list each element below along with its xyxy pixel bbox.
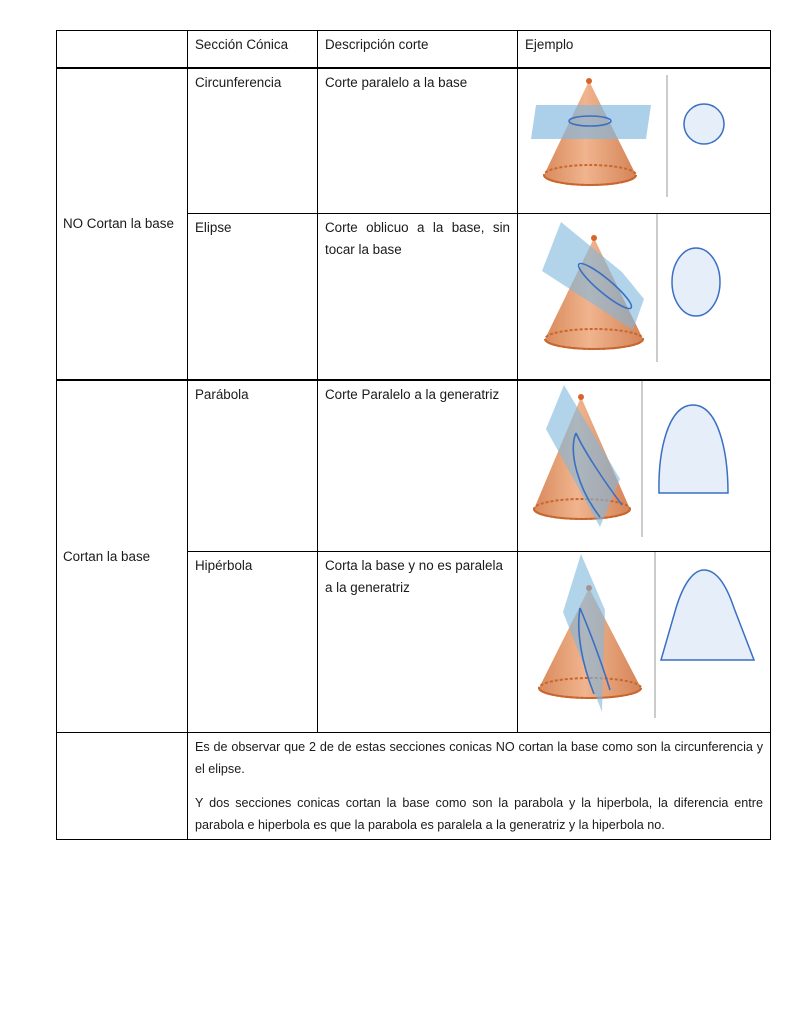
example-cell [518, 68, 771, 214]
header-example: Ejemplo [518, 31, 771, 69]
hyperbola-shape [661, 570, 754, 660]
section-name: Parábola [188, 380, 318, 552]
cone-apex [578, 394, 584, 400]
header-description: Descripción corte [318, 31, 518, 69]
note-paragraph: Y dos secciones conicas cortan la base como son la parabola y la hiperbola, la diferencia entre parabola e hiperbola es que la parabola es paralela a la generatriz y la hiperbola no. [195, 796, 763, 832]
group-label-no-cortan: NO Cortan la base [57, 68, 188, 380]
table-row [57, 68, 771, 214]
note-paragraph: Es de observar que 2 de de estas secciones conicas NO cortan la base como son la circunferencia y el elipse. [195, 740, 763, 776]
section-description: Corte Paralelo a la generatriz [318, 380, 518, 552]
notes-cell [188, 733, 771, 840]
cone-circle-section-illustration [518, 69, 770, 213]
section-description: Corta la base y no es paralela a la generatriz [318, 552, 518, 733]
cone-ellipse-section-illustration [518, 214, 770, 379]
group-label-cortan: Cortan la base [57, 380, 188, 733]
example-cell [518, 552, 771, 733]
notes-empty-cell [57, 733, 188, 840]
cone-parabola-section-illustration [518, 381, 770, 551]
section-description: Corte oblicuo a la base, sin tocar la base [318, 214, 518, 381]
section-name: Circunferencia [188, 68, 318, 214]
cone-apex [586, 78, 592, 84]
example-cell [518, 380, 771, 552]
section-name: Elipse [188, 214, 318, 381]
table-row [57, 380, 771, 552]
conic-sections-table [56, 30, 771, 840]
cone-apex [591, 235, 597, 241]
notes-row [57, 733, 771, 840]
circle-shape [684, 104, 724, 144]
cutting-plane [531, 105, 651, 139]
header-section: Sección Cónica [188, 31, 318, 69]
ellipse-shape [672, 248, 720, 316]
header-row [57, 31, 771, 69]
cone-hyperbola-section-illustration [518, 552, 770, 732]
parabola-shape [659, 405, 728, 493]
section-name: Hipérbola [188, 552, 318, 733]
section-description: Corte paralelo a la base [318, 68, 518, 214]
header-empty-cell [57, 31, 188, 69]
example-cell [518, 214, 771, 381]
